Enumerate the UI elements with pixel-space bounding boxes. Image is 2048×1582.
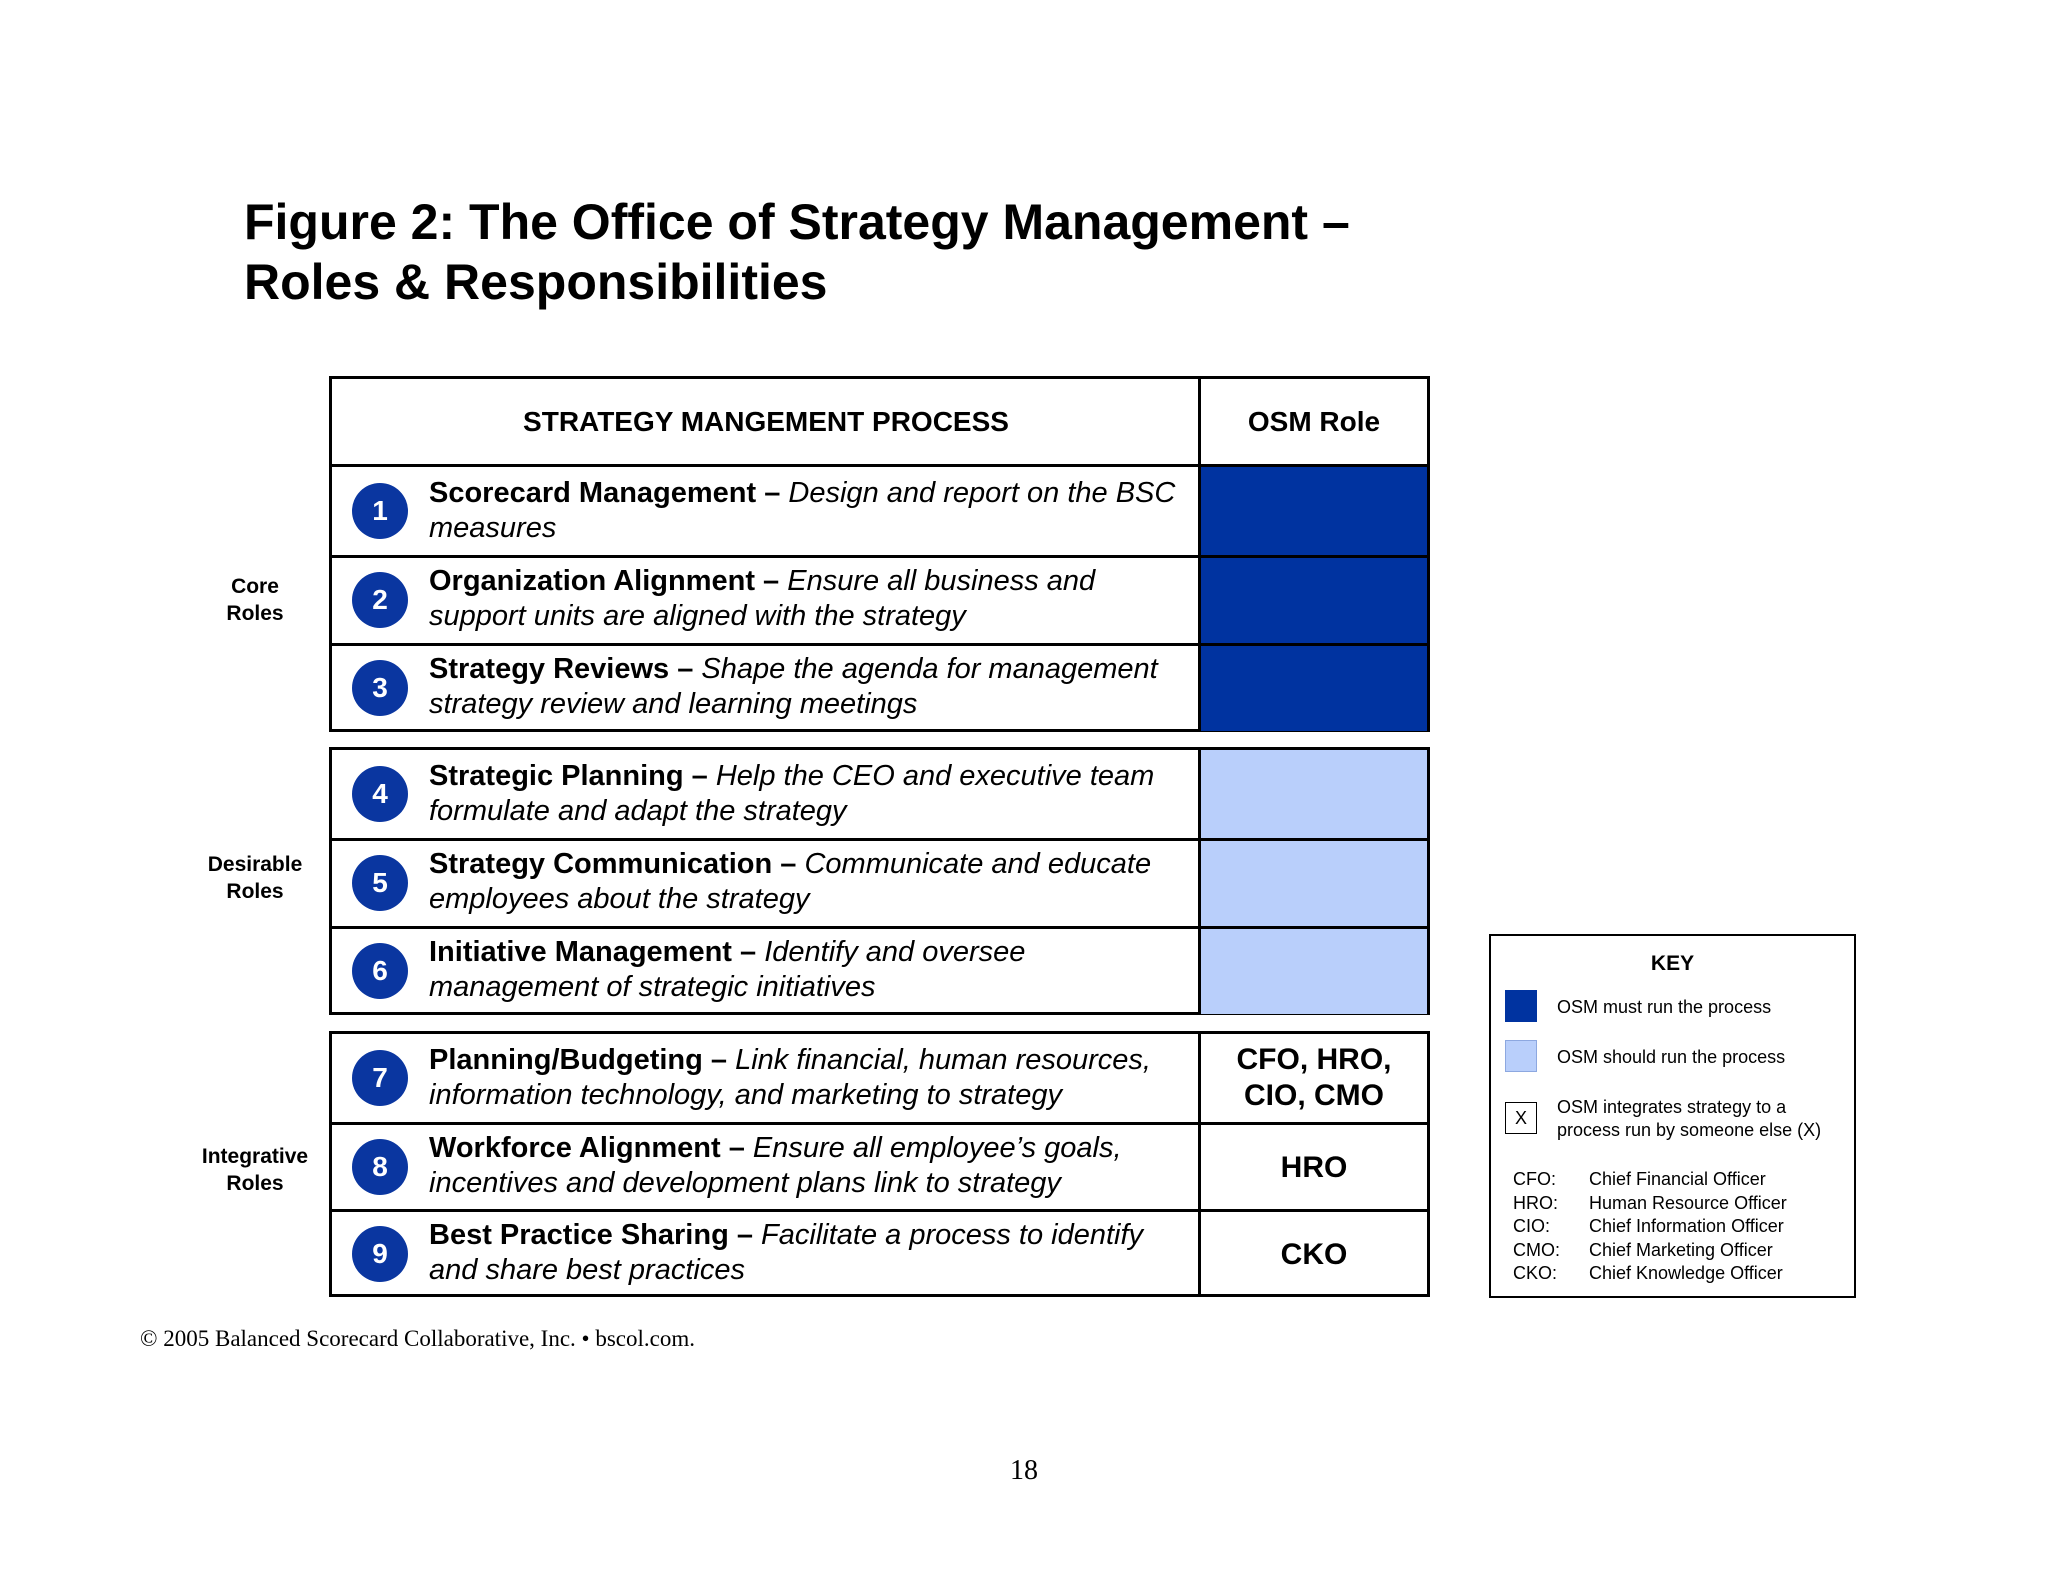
osm-role-officers: CKO	[1198, 1212, 1427, 1297]
abbreviation-item: CFO: Chief Financial Officer	[1513, 1169, 1766, 1189]
process-name: Initiative Management –	[429, 936, 757, 968]
must-label: OSM must run the process	[1557, 997, 1772, 1017]
process-name: Strategy Communication –	[429, 848, 797, 880]
process-description	[429, 935, 1199, 1005]
process-row-9	[332, 1209, 1427, 1297]
process-row-6	[332, 926, 1427, 1014]
step-number-badge: 7	[352, 1050, 408, 1106]
process-description	[429, 564, 1199, 634]
process-description	[429, 1218, 1199, 1288]
process-row-3	[332, 643, 1427, 731]
figure-title	[244, 192, 1350, 312]
legend-key	[1489, 934, 1856, 1298]
header-osm-role: OSM Role	[1198, 379, 1427, 464]
osm-role-must	[1198, 467, 1427, 555]
abbreviation-item: CKO: Chief Knowledge Officer	[1513, 1263, 1783, 1283]
key-title: KEY	[1650, 952, 1695, 975]
process-row-5	[332, 838, 1427, 926]
process-detail: Facilitate a process to identify and share best practices	[429, 1219, 1144, 1286]
step-number-badge: 1	[352, 483, 408, 539]
group-integrative-roles	[329, 1031, 1430, 1297]
process-detail: Design and report on the BSC measures	[429, 477, 1176, 544]
process-name: Scorecard Management –	[429, 477, 781, 509]
osm-role-officers: HRO	[1198, 1125, 1427, 1210]
process-description	[429, 1043, 1199, 1113]
step-number-badge: 9	[352, 1226, 408, 1282]
abbreviation-list	[1513, 1168, 1787, 1286]
process-description	[429, 847, 1199, 917]
group-desirable-roles	[329, 747, 1430, 1015]
figure-title-line-1: Figure 2: The Office of Strategy Management –	[244, 194, 1350, 250]
group-label-core: Core Roles	[226, 575, 284, 625]
process-row-4	[332, 750, 1427, 838]
abbreviation-item: HRO: Human Resource Officer	[1513, 1192, 1787, 1213]
step-number-badge: 2	[352, 572, 408, 628]
step-number-badge: 6	[352, 943, 408, 999]
process-detail: Ensure all employee’s goals, incentives and development plans link to strategy	[429, 1132, 1122, 1199]
x-label: OSM integrates strategy to a process run by someone else (X)	[1557, 1097, 1822, 1140]
process-name: Workforce Alignment –	[429, 1132, 745, 1164]
process-detail: Ensure all business and support units are aligned with the strategy	[429, 565, 1096, 632]
process-detail: Link financial, human resources, information technology, and marketing to strategy	[429, 1044, 1151, 1111]
process-description	[429, 1131, 1199, 1201]
abbreviation-item: CIO: Chief Information Officer	[1513, 1216, 1784, 1236]
should-label: OSM should run the process	[1557, 1047, 1786, 1067]
figure-title-line-2: Roles & Responsibilities	[244, 254, 828, 310]
process-name: Strategy Reviews –	[429, 653, 694, 685]
x-swatch: X	[1505, 1102, 1537, 1134]
process-detail: Identify and oversee management of strategic initiatives	[429, 936, 1026, 1003]
osm-role-officers: CFO, HRO, CIO, CMO	[1198, 1034, 1427, 1122]
process-description	[429, 759, 1199, 829]
header-process: STRATEGY MANGEMENT PROCESS	[523, 405, 1009, 437]
page-number: 18	[1010, 1455, 1038, 1486]
osm-role-must	[1198, 646, 1427, 731]
process-detail: Communicate and educate employees about the strategy	[429, 848, 1152, 915]
step-number-badge: 8	[352, 1139, 408, 1195]
process-name: Organization Alignment –	[429, 565, 780, 597]
group-core-roles	[329, 464, 1430, 732]
group-label-integrative: Integrative Roles	[201, 1145, 309, 1195]
osm-role-should	[1198, 841, 1427, 926]
step-number-badge: 5	[352, 855, 408, 911]
should-swatch	[1505, 1040, 1537, 1072]
osm-role-should	[1198, 929, 1427, 1014]
group-label-desirable: Desirable Roles	[207, 853, 303, 903]
copyright-notice: © 2005 Balanced Scorecard Collaborative, Inc. • bscol.com.	[140, 1326, 695, 1351]
process-name: Strategic Planning –	[429, 760, 708, 792]
step-number-badge: 3	[352, 660, 408, 716]
abbreviation-item: CMO: Chief Marketing Officer	[1513, 1239, 1773, 1260]
process-detail: Shape the agenda for management strategy review and learning meetings	[429, 653, 1158, 720]
osm-role-should	[1198, 750, 1427, 838]
process-row-8	[332, 1122, 1427, 1210]
must-swatch	[1505, 990, 1537, 1022]
table-header	[329, 376, 1430, 467]
process-row-7	[332, 1034, 1427, 1122]
step-number-badge: 4	[352, 766, 408, 822]
process-row-1	[332, 467, 1427, 555]
process-row-2	[332, 555, 1427, 643]
osm-role-must	[1198, 558, 1427, 643]
process-description	[429, 652, 1199, 722]
process-name: Planning/Budgeting –	[429, 1044, 728, 1076]
process-description	[429, 476, 1199, 546]
process-detail: Help the CEO and executive team formulate and adapt the strategy	[429, 760, 1155, 827]
process-name: Best Practice Sharing –	[429, 1219, 753, 1251]
